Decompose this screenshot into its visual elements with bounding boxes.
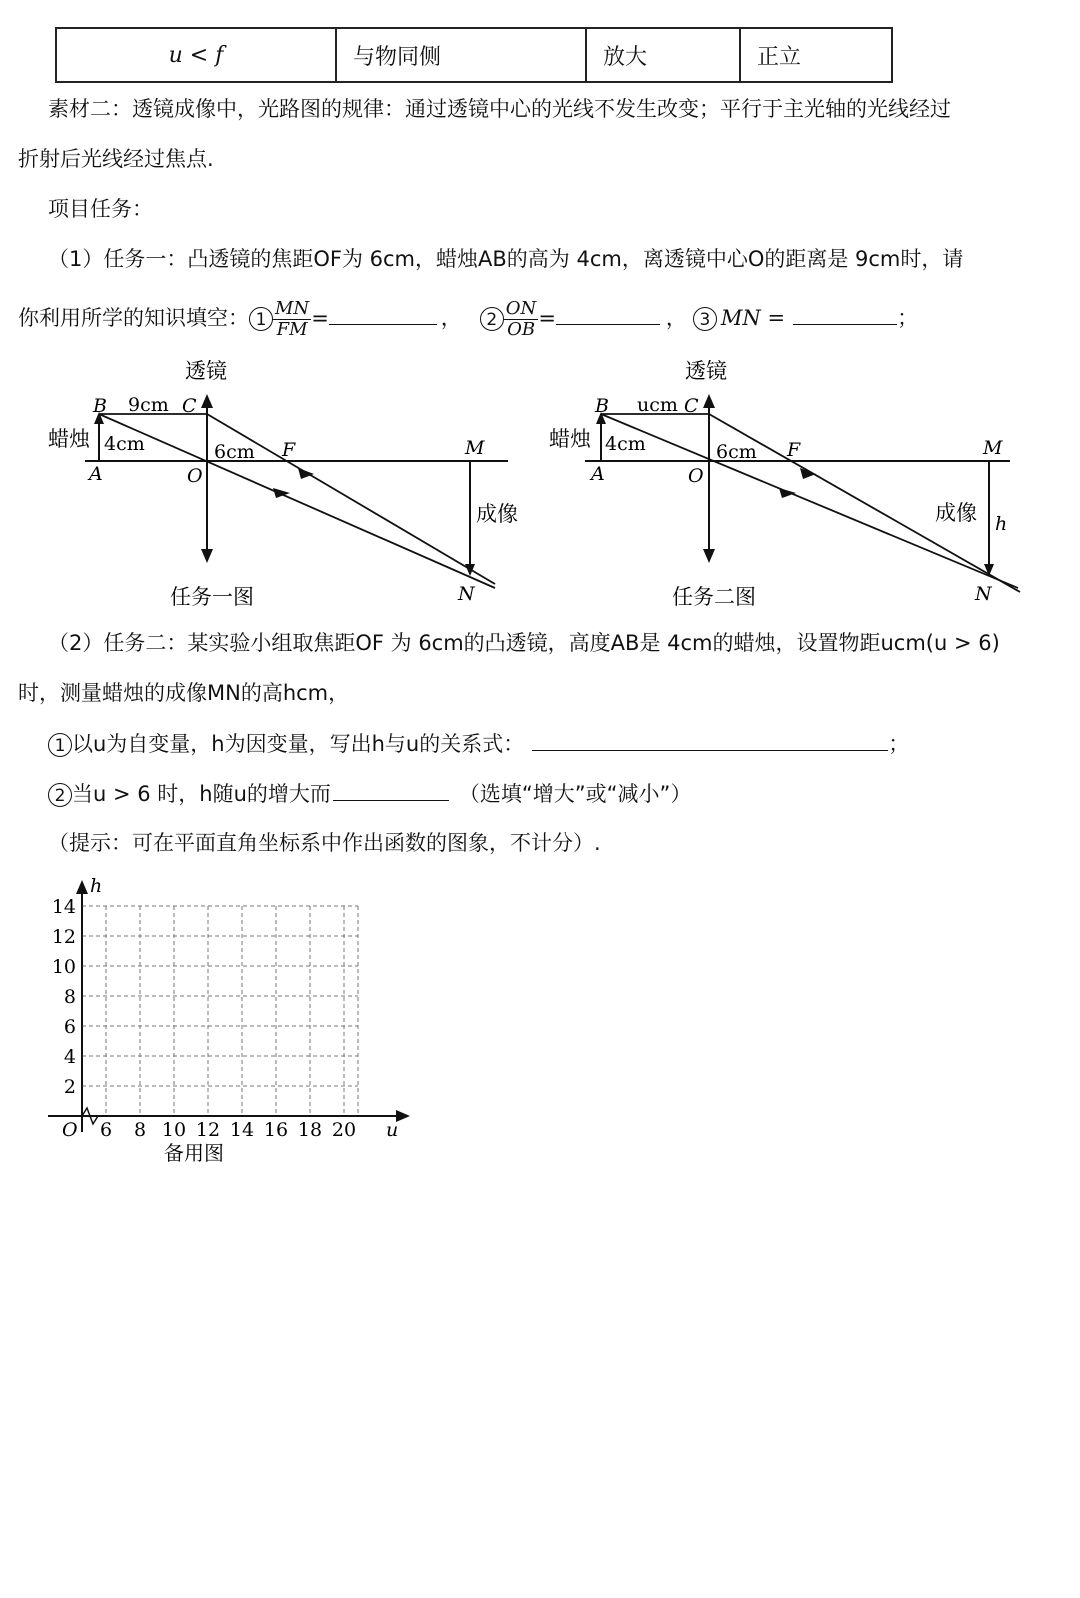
fraction-numerator: MN [275, 297, 310, 319]
point-c-label: C [684, 395, 699, 417]
fraction-numerator: ON [505, 297, 537, 319]
x-tick-label: 20 [331, 1119, 357, 1141]
x-tick-label: 6 [99, 1119, 113, 1141]
origin-label: O [62, 1119, 78, 1141]
x-tick-label: 10 [161, 1119, 187, 1141]
choice-hint: （选填“增大”或“减小”） [458, 782, 692, 806]
image-height-label: h [995, 513, 1008, 535]
equals-sign: = [538, 306, 556, 330]
semicolon: ； [888, 732, 910, 756]
semicolon: ； [897, 306, 919, 330]
task-1-fill-line [18, 298, 918, 340]
point-m-label: M [983, 437, 1003, 459]
image-arrow-icon [465, 564, 475, 576]
separator: ， [440, 306, 462, 330]
material-2-line-1: 素材二：透镜成像中，光路图的规律：通过透镜中心的光线不发生改变；平行于主光轴的光线经过 [48, 97, 951, 121]
y-tick-label: 12 [51, 926, 76, 948]
table-cell-condition: u < f [56, 28, 336, 82]
task-2-diagram [549, 359, 1020, 609]
question-text: 以u为自变量，h为因变量，写出h与u的关系式： [72, 732, 525, 756]
point-c-label: C [182, 395, 197, 417]
lens-top-arrow-icon [201, 394, 213, 408]
fraction-on-ob [504, 299, 539, 340]
y-tick-label: 2 [63, 1076, 76, 1098]
x-tick-label: 14 [229, 1119, 255, 1141]
question-text: 当u > 6 时，h随u的增大而 [72, 782, 331, 806]
y-tick-label: 4 [63, 1046, 76, 1068]
task-2-hint: （提示：可在平面直角坐标系中作出函数的图象，不计分）. [48, 831, 601, 855]
ray-arrow-icon [779, 488, 796, 498]
point-n-label: N [975, 583, 992, 605]
mn-expression: MN = [720, 306, 786, 330]
x-tick-label: 16 [263, 1119, 289, 1141]
ray-arrow-icon [298, 468, 314, 479]
point-b-label: B [93, 395, 107, 417]
fraction-denominator: OB [507, 318, 536, 340]
y-axis-label: h [90, 875, 103, 897]
lens-diagrams [0, 352, 1080, 622]
circle-number-1: 1 [249, 307, 273, 331]
graph-caption: 备用图 [164, 1141, 224, 1165]
focal-length-label: 6cm [716, 441, 757, 463]
task-2-line-1: （2）任务二：某实验小组取焦距OF 为 6cm的凸透镜，高度AB是 4cm的蜡烛，设置物距ucm(u > 6) [48, 631, 1000, 655]
image-label: 成像 [935, 501, 977, 525]
point-o-label: O [187, 465, 203, 487]
height-label: 4cm [605, 433, 646, 455]
diagram-caption: 任务一图 [170, 585, 254, 609]
center-ray [99, 414, 495, 588]
point-n-label: N [458, 583, 475, 605]
task-1-prefix: 你利用所学的知识填空： [18, 306, 249, 330]
task-2-question-1 [48, 728, 909, 759]
image-label: 成像 [476, 502, 518, 526]
point-f-label: F [282, 439, 296, 461]
circle-number-1: 1 [48, 733, 72, 757]
focal-length-label: 6cm [214, 441, 255, 463]
x-tick-label: 18 [297, 1119, 323, 1141]
table-cell-position: 与物同侧 [336, 28, 586, 82]
y-axis-arrow-icon [76, 880, 88, 894]
fraction-denominator: FM [276, 318, 308, 340]
equals-sign: = [311, 306, 329, 330]
lens-label: 透镜 [685, 359, 727, 383]
point-o-label: O [688, 465, 704, 487]
y-tick-labels [52, 896, 76, 1098]
table-cell-size: 放大 [586, 28, 740, 82]
separator: ， [665, 306, 687, 330]
fraction-mn-fm [273, 299, 311, 340]
point-f-label: F [787, 439, 801, 461]
point-m-label: M [465, 437, 485, 459]
task-2-line-2: 时，测量蜡烛的成像MN的高hcm， [18, 681, 350, 705]
task-2-question-2 [48, 778, 691, 809]
answer-blank-trend[interactable] [333, 778, 449, 801]
refracted-ray [207, 414, 495, 584]
height-label: 4cm [104, 433, 145, 455]
diagram-caption: 任务二图 [672, 585, 756, 609]
candle-label: 蜡烛 [549, 427, 591, 451]
distance-label: ucm [637, 394, 678, 416]
lens-bottom-arrow-icon [201, 549, 213, 563]
task-1-diagram [48, 359, 518, 609]
x-tick-label: 8 [133, 1119, 147, 1141]
material-2-line-2: 折射后光线经过焦点. [18, 147, 214, 171]
y-tick-label: 6 [63, 1016, 76, 1038]
y-tick-label: 8 [63, 986, 76, 1008]
imaging-rule-table [55, 27, 893, 83]
answer-blank-relation[interactable] [532, 728, 888, 751]
table-cell-orientation: 正立 [740, 28, 892, 82]
lens-label: 透镜 [185, 359, 227, 383]
circle-number-2: 2 [48, 783, 72, 807]
lens-top-arrow-icon [703, 394, 715, 408]
answer-blank-2[interactable] [556, 302, 660, 325]
backup-coordinate-grid [30, 870, 450, 1170]
point-a-label: A [591, 463, 605, 485]
x-tick-labels [100, 1119, 356, 1141]
point-b-label: B [595, 395, 609, 417]
answer-blank-3[interactable] [793, 302, 897, 325]
point-a-label: A [89, 463, 103, 485]
circle-number-2: 2 [480, 307, 504, 331]
table-row [56, 28, 892, 82]
x-axis-label: u [386, 1119, 399, 1141]
candle-label: 蜡烛 [48, 427, 90, 451]
answer-blank-1[interactable] [329, 302, 437, 325]
circle-number-3: 3 [693, 307, 717, 331]
y-tick-label: 10 [51, 956, 76, 978]
x-tick-label: 12 [195, 1119, 221, 1141]
lens-bottom-arrow-icon [703, 549, 715, 563]
project-task-heading: 项目任务： [48, 197, 153, 221]
y-tick-label: 14 [51, 896, 76, 918]
distance-label: 9cm [128, 394, 169, 416]
task-1-line-1: （1）任务一：凸透镜的焦距OF为 6cm，蜡烛AB的高为 4cm，离透镜中心O的距离是 9cm时，请 [48, 247, 964, 271]
grid-lines [82, 906, 358, 1116]
